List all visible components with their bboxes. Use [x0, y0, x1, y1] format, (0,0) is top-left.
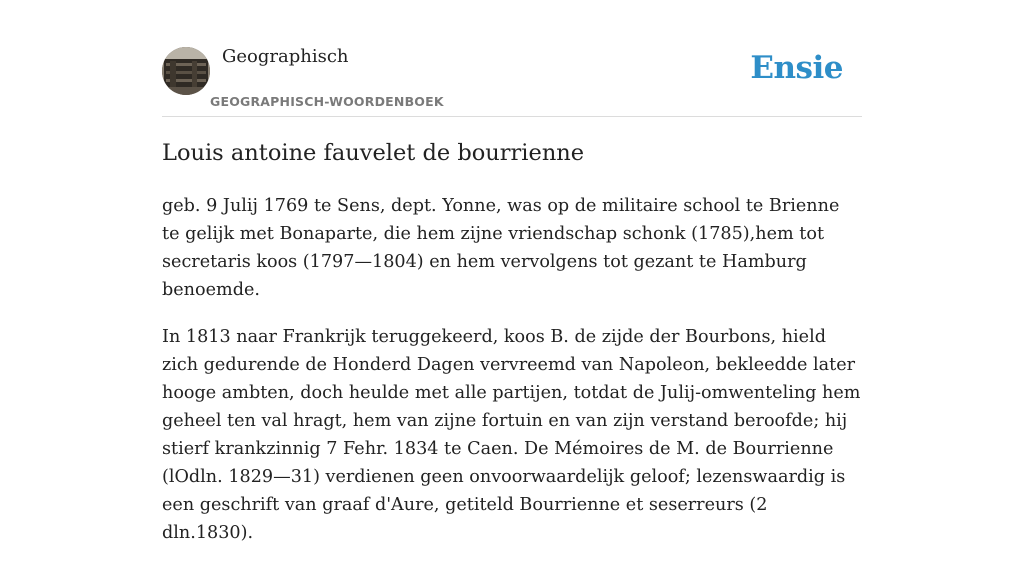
- entry-paragraph: geb. 9 Julij 1769 te Sens, dept. Yonne, was op de militaire school te Brienne te gelijk met Bonaparte, die hem zijne vriendschap schonk (1785),hem tot secretaris koos (1797—1804) en hem vervolgens tot gezant te Hamburg benoemde.: [162, 196, 840, 300]
- entry-card: [162, 0, 862, 543]
- ensie-logo[interactable]: Ensie: [750, 50, 843, 86]
- book-icon[interactable]: [162, 47, 210, 95]
- entry-title: Louis antoine fauvelet de bourrienne: [162, 140, 585, 166]
- header: [162, 0, 862, 117]
- source-subtitle: GEOGRAPHISCH-WOORDENBOEK: [210, 94, 444, 109]
- entry-paragraph: In 1813 naar Frankrijk teruggekeerd, koos B. de zijde der Bourbons, hield zich gedurende de Honderd Dagen vervreemd van Napoleon, bekleedde later hooge ambten, doch heulde met alle partijen, totdat de Julij-omwenteling hem geheel ten val hragt, hem van zijne fortuin en van zijn verstand beroofde; hij stierf krankzinnig 7 Fehr. 1834 te Caen. De Mémoires de M. de Bourrienne (lOdln. 1829—31) verdienen geen onvoorwaardelijk geloof; lezenswaardig is een geschrift van graaf d'Aure, getiteld Bourrienne et seserreurs (2 dln.1830).: [162, 327, 861, 543]
- source-title-link[interactable]: Geographisch: [222, 46, 349, 67]
- entry-body: [162, 192, 862, 566]
